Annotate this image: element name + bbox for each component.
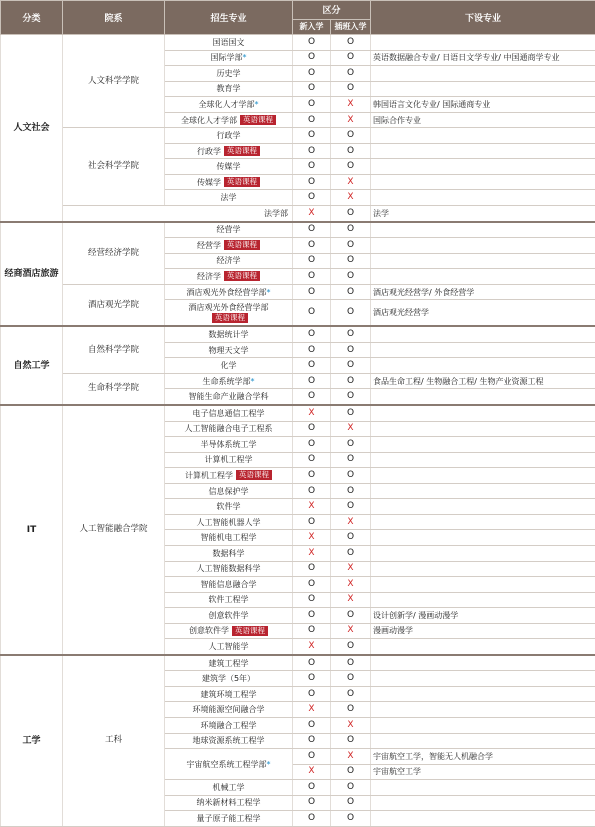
major-cell (165, 342, 293, 358)
table-body (1, 35, 595, 827)
freshman-mark: O (293, 483, 331, 499)
english-course-badge: 英语课程 (240, 115, 276, 125)
category-cell: IT (1, 405, 63, 655)
major-name: 环境能源空间融合学 (193, 705, 265, 714)
english-course-badge: 英语课程 (232, 626, 268, 636)
major-name: 历史学 (217, 69, 241, 78)
major-cell (165, 66, 293, 82)
table-row (1, 405, 595, 421)
freshman-mark: O (293, 389, 331, 405)
freshman-mark: O (293, 81, 331, 97)
major-name: 经济学 (197, 272, 221, 281)
transfer-mark: X (331, 561, 371, 577)
major-cell (165, 326, 293, 342)
major-cell (165, 222, 293, 238)
table-row (1, 284, 595, 300)
transfer-mark: O (331, 300, 371, 327)
submajor-cell (371, 128, 595, 144)
major-name: 创意软件学 (209, 611, 249, 620)
header-submajor: 下设专业 (371, 1, 595, 35)
freshman-mark: O (293, 655, 331, 671)
header-freshman: 新入学 (293, 19, 331, 34)
submajor-cell (371, 717, 595, 733)
major-cell (165, 389, 293, 405)
transfer-mark: O (331, 702, 371, 718)
freshman-mark: O (293, 811, 331, 827)
transfer-mark: X (331, 421, 371, 437)
submajor-cell (371, 159, 595, 175)
english-course-badge: 英语课程 (212, 313, 248, 323)
college-cell: 人工智能融合学院 (63, 405, 165, 655)
transfer-mark: O (331, 764, 371, 780)
submajor-cell (371, 222, 595, 238)
major-cell (165, 530, 293, 546)
major-cell (165, 655, 293, 671)
freshman-mark: O (293, 592, 331, 608)
college-cell: 生命科学学院 (63, 373, 165, 405)
transfer-mark: O (331, 269, 371, 285)
major-name: 教育学 (217, 84, 241, 93)
college-cell: 经营经济学院 (63, 222, 165, 285)
freshman-mark: O (293, 342, 331, 358)
freshman-mark: O (293, 190, 331, 206)
major-cell (165, 373, 293, 389)
major-name: 国际学部 (211, 53, 243, 62)
transfer-mark: O (331, 389, 371, 405)
freshman-mark: O (293, 326, 331, 342)
major-name: 环境融合工程学 (201, 721, 257, 730)
major-cell (165, 671, 293, 687)
header-major: 招生专业 (165, 1, 293, 35)
submajor-cell (371, 702, 595, 718)
college-cell: 自然科学学院 (63, 326, 165, 373)
transfer-mark: X (331, 717, 371, 733)
transfer-mark: O (331, 483, 371, 499)
major-name: 生命系统学部 (203, 377, 251, 386)
header-category: 分类 (1, 1, 63, 35)
major-cell (165, 284, 293, 300)
major-cell (165, 811, 293, 827)
transfer-mark: O (331, 35, 371, 51)
major-cell (165, 253, 293, 269)
major-cell (165, 577, 293, 593)
submajor-cell (371, 780, 595, 796)
major-cell (165, 35, 293, 51)
table-row (1, 35, 595, 51)
transfer-mark: O (331, 358, 371, 374)
freshman-mark: O (293, 222, 331, 238)
freshman-mark: O (293, 284, 331, 300)
submajor-cell: 设计创新学/ 漫画动漫学 (371, 608, 595, 624)
transfer-mark: O (331, 780, 371, 796)
major-cell (165, 81, 293, 97)
freshman-mark: O (293, 300, 331, 327)
transfer-mark: O (331, 405, 371, 421)
transfer-mark: O (331, 545, 371, 561)
major-cell (165, 795, 293, 811)
transfer-mark: X (331, 749, 371, 765)
header-transfer: 插班入学 (331, 19, 371, 34)
freshman-mark: O (293, 128, 331, 144)
freshman-mark: O (293, 35, 331, 51)
submajor-cell: 宇宙航空工学，智能无人机融合学 (371, 749, 595, 765)
major-cell (165, 686, 293, 702)
major-name: 传媒学 (197, 178, 221, 187)
freshman-mark: O (293, 50, 331, 66)
submajor-cell (371, 530, 595, 546)
major-name: 人工智能学 (209, 642, 249, 651)
transfer-mark: O (331, 686, 371, 702)
major-name: 软件工程学 (209, 595, 249, 604)
major-name: 行政学 (197, 147, 221, 156)
submajor-cell (371, 811, 595, 827)
submajor-cell (371, 655, 595, 671)
major-cell (165, 97, 293, 113)
freshman-mark: O (293, 561, 331, 577)
freshman-mark: O (293, 253, 331, 269)
category-cell: 人文社会 (1, 35, 63, 222)
freshman-mark: O (293, 671, 331, 687)
major-name: 量子原子能工程学 (197, 814, 261, 823)
transfer-mark: O (331, 437, 371, 453)
major-name: 经营学 (197, 241, 221, 250)
major-name: 全球化人才学部 (181, 116, 237, 125)
transfer-mark: X (331, 623, 371, 639)
major-cell (165, 623, 293, 639)
major-name: 经营学 (217, 225, 241, 234)
freshman-mark: X (293, 530, 331, 546)
transfer-mark: X (331, 97, 371, 113)
submajor-cell: 法学 (371, 206, 595, 222)
freshman-mark: X (293, 764, 331, 780)
freshman-mark: X (293, 702, 331, 718)
submajor-cell (371, 35, 595, 51)
english-course-badge: 英语课程 (224, 271, 260, 281)
submajor-cell (371, 66, 595, 82)
star-mark: * (267, 760, 271, 769)
freshman-mark: O (293, 717, 331, 733)
freshman-mark: O (293, 608, 331, 624)
freshman-mark: O (293, 795, 331, 811)
major-name: 数据科学 (213, 549, 245, 558)
freshman-mark: X (293, 499, 331, 515)
star-mark: * (251, 377, 255, 386)
major-name: 半导体系统工学 (201, 440, 257, 449)
english-course-badge: 英语课程 (224, 146, 260, 156)
transfer-mark: O (331, 452, 371, 468)
transfer-mark: O (331, 671, 371, 687)
submajor-cell (371, 452, 595, 468)
submajor-cell (371, 342, 595, 358)
major-name: 酒店观光外食经营学部 (189, 303, 269, 312)
submajor-cell (371, 545, 595, 561)
category-cell: 经商酒店旅游 (1, 222, 63, 327)
major-cell (165, 190, 293, 206)
freshman-mark: O (293, 452, 331, 468)
freshman-mark: O (293, 749, 331, 765)
submajor-cell: 英语数据融合专业/ 日语日文学专业/ 中国通商学专业 (371, 50, 595, 66)
category-cell: 工学 (1, 655, 63, 827)
freshman-mark: O (293, 174, 331, 190)
transfer-mark: O (331, 499, 371, 515)
major-name: 计算机工程学 (185, 471, 233, 480)
submajor-cell: 漫画动漫学 (371, 623, 595, 639)
major-cell (165, 702, 293, 718)
major-name: 计算机工程学 (205, 455, 253, 464)
submajor-cell (371, 795, 595, 811)
transfer-mark: X (331, 592, 371, 608)
transfer-mark: O (331, 81, 371, 97)
transfer-mark: O (331, 66, 371, 82)
major-cell (165, 112, 293, 128)
college-cell: 人文科学学院 (63, 35, 165, 128)
submajor-cell (371, 389, 595, 405)
submajor-cell: 国际合作专业 (371, 112, 595, 128)
header-division: 区分 (293, 1, 371, 20)
table-row (1, 222, 595, 238)
major-cell (165, 143, 293, 159)
major-cell (165, 592, 293, 608)
freshman-mark: O (293, 733, 331, 749)
major-cell: 法学部 (63, 206, 293, 222)
major-name: 全球化人才学部 (199, 100, 255, 109)
major-name: 人工智能融合电子工程系 (185, 424, 273, 433)
freshman-mark: O (293, 358, 331, 374)
submajor-cell (371, 421, 595, 437)
major-name: 智能机电工程学 (201, 533, 257, 542)
major-cell (165, 300, 293, 327)
freshman-mark: O (293, 269, 331, 285)
freshman-mark: X (293, 405, 331, 421)
submajor-cell (371, 639, 595, 655)
major-name: 国语国文 (213, 38, 245, 47)
transfer-mark: X (331, 174, 371, 190)
major-cell (165, 358, 293, 374)
major-name: 机械工学 (213, 783, 245, 792)
transfer-mark: X (331, 514, 371, 530)
transfer-mark: O (331, 143, 371, 159)
transfer-mark: O (331, 326, 371, 342)
english-course-badge: 英语课程 (224, 240, 260, 250)
english-course-badge: 英语课程 (224, 177, 260, 187)
major-name: 化学 (221, 361, 237, 370)
transfer-mark: O (331, 608, 371, 624)
header-college: 院系 (63, 1, 165, 35)
major-name: 纳米新材料工程学 (197, 798, 261, 807)
submajor-cell (371, 671, 595, 687)
freshman-mark: O (293, 238, 331, 254)
submajor-cell (371, 269, 595, 285)
submajor-cell (371, 733, 595, 749)
transfer-mark: O (331, 811, 371, 827)
major-cell (165, 733, 293, 749)
major-cell (165, 608, 293, 624)
transfer-mark: O (331, 342, 371, 358)
transfer-mark: O (331, 795, 371, 811)
submajor-cell (371, 686, 595, 702)
college-cell: 酒店观光学院 (63, 284, 165, 326)
major-cell (165, 749, 293, 780)
submajor-cell (371, 405, 595, 421)
major-cell (165, 238, 293, 254)
submajor-cell (371, 238, 595, 254)
submajor-cell (371, 561, 595, 577)
major-cell (165, 468, 293, 484)
freshman-mark: O (293, 373, 331, 389)
table-row (1, 206, 595, 222)
transfer-mark: O (331, 468, 371, 484)
freshman-mark: O (293, 437, 331, 453)
major-name: 建筑学（5年） (202, 674, 255, 683)
freshman-mark: O (293, 623, 331, 639)
major-cell (165, 561, 293, 577)
major-cell (165, 159, 293, 175)
major-name: 行政学 (217, 131, 241, 140)
table-row (1, 326, 595, 342)
freshman-mark: O (293, 66, 331, 82)
submajor-cell (371, 514, 595, 530)
submajor-cell (371, 483, 595, 499)
major-name: 酒店观光外食经营学部 (187, 288, 267, 297)
transfer-mark: O (331, 639, 371, 655)
transfer-mark: O (331, 159, 371, 175)
major-cell (165, 50, 293, 66)
major-name: 智能信息融合学 (201, 580, 257, 589)
english-course-badge: 英语课程 (236, 470, 272, 480)
freshman-mark: X (293, 639, 331, 655)
freshman-mark: O (293, 97, 331, 113)
transfer-mark: O (331, 128, 371, 144)
transfer-mark: O (331, 284, 371, 300)
freshman-mark: X (293, 206, 331, 222)
submajor-cell: 酒店观光经营学 (371, 300, 595, 327)
table-row (1, 655, 595, 671)
submajor-cell: 酒店观光经营学/ 外食经营学 (371, 284, 595, 300)
major-cell (165, 717, 293, 733)
freshman-mark: O (293, 159, 331, 175)
transfer-mark: O (331, 238, 371, 254)
major-cell (165, 514, 293, 530)
transfer-mark: O (331, 530, 371, 546)
major-name: 物理天文学 (209, 346, 249, 355)
major-name: 地球资源系统工程学 (193, 736, 265, 745)
major-cell (165, 452, 293, 468)
submajor-cell (371, 143, 595, 159)
transfer-mark: O (331, 373, 371, 389)
major-name: 数据统计学 (209, 330, 249, 339)
major-cell (165, 421, 293, 437)
major-name: 法学 (221, 193, 237, 202)
star-mark: * (243, 53, 247, 62)
submajor-cell: 宇宙航空工学 (371, 764, 595, 780)
submajor-cell (371, 437, 595, 453)
freshman-mark: O (293, 421, 331, 437)
major-cell (165, 405, 293, 421)
college-cell: 社会科学学院 (63, 128, 165, 206)
major-cell (165, 269, 293, 285)
major-cell (165, 437, 293, 453)
submajor-cell (371, 253, 595, 269)
major-name: 智能生命产业融合学科 (189, 392, 269, 401)
submajor-cell (371, 577, 595, 593)
submajor-cell (371, 592, 595, 608)
transfer-mark: X (331, 577, 371, 593)
major-name: 传媒学 (217, 162, 241, 171)
major-name: 软件学 (217, 502, 241, 511)
major-cell (165, 545, 293, 561)
major-cell (165, 639, 293, 655)
category-cell: 自然工学 (1, 326, 63, 405)
freshman-mark: O (293, 514, 331, 530)
transfer-mark: X (331, 112, 371, 128)
major-cell (165, 780, 293, 796)
transfer-mark: O (331, 50, 371, 66)
submajor-cell: 食品生命工程/ 生物融合工程/ 生物产业资源工程 (371, 373, 595, 389)
freshman-mark: O (293, 780, 331, 796)
major-name: 建筑工程学 (209, 659, 249, 668)
major-name: 电子信息通信工程学 (193, 409, 265, 418)
freshman-mark: X (293, 545, 331, 561)
table-row (1, 128, 595, 144)
submajor-cell (371, 174, 595, 190)
major-name: 人工智能机器人学 (197, 518, 261, 527)
major-name: 经济学 (217, 256, 241, 265)
submajor-cell (371, 499, 595, 515)
submajor-cell: 韩国语言文化专业/ 国际通商专业 (371, 97, 595, 113)
major-name: 人工智能数据科学 (197, 564, 261, 573)
major-name: 宇宙航空系统工程学部 (187, 760, 267, 769)
college-cell: 工科 (63, 655, 165, 827)
transfer-mark: X (331, 190, 371, 206)
submajor-cell (371, 81, 595, 97)
transfer-mark: O (331, 206, 371, 222)
transfer-mark: O (331, 733, 371, 749)
submajor-cell (371, 190, 595, 206)
star-mark: * (267, 288, 271, 297)
submajor-cell (371, 358, 595, 374)
major-name: 信息保护学 (209, 487, 249, 496)
table-row (1, 373, 595, 389)
freshman-mark: O (293, 468, 331, 484)
submajor-cell (371, 326, 595, 342)
major-cell (165, 483, 293, 499)
major-name: 建筑环境工程学 (201, 690, 257, 699)
transfer-mark: O (331, 655, 371, 671)
star-mark: * (255, 100, 259, 109)
transfer-mark: O (331, 222, 371, 238)
freshman-mark: O (293, 577, 331, 593)
major-cell (165, 174, 293, 190)
freshman-mark: O (293, 112, 331, 128)
submajor-cell (371, 468, 595, 484)
major-cell (165, 499, 293, 515)
major-name: 创意软件学 (189, 626, 229, 635)
major-cell (165, 128, 293, 144)
freshman-mark: O (293, 143, 331, 159)
transfer-mark: O (331, 253, 371, 269)
freshman-mark: O (293, 686, 331, 702)
